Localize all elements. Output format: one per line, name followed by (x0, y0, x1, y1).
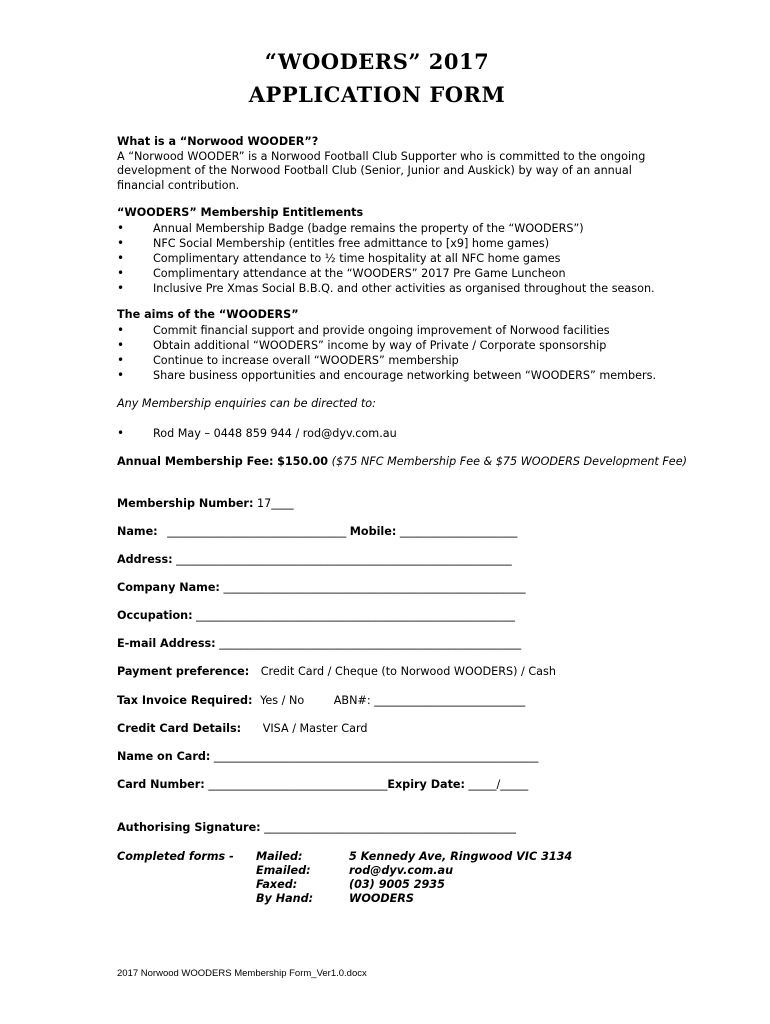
card-number-field[interactable]: ________________________________ (208, 778, 388, 791)
payment-row (117, 665, 556, 678)
document-footer: 2017 Norwood WOODERS Membership Form_Ver1.0.docx (117, 968, 367, 979)
address-field[interactable]: ____________________________________________________________ (176, 553, 512, 566)
form-subtitle: APPLICATION FORM (248, 82, 506, 107)
abn-label: ABN#: (333, 694, 371, 707)
list-item: • Continue to increase overall “WOODERS” membership (117, 353, 656, 368)
list-item: • Annual Membership Badge (badge remains the property of the “WOODERS”) (117, 221, 655, 236)
list-item: • Inclusive Pre Xmas Social B.B.Q. and other activities as organised throughout the season. (117, 281, 655, 296)
mobile-field[interactable]: _____________________ (399, 525, 518, 538)
tax-label: Tax Invoice Required: (117, 694, 253, 707)
method-label: By Hand: (256, 892, 314, 905)
occupation-field[interactable]: _________________________________________________________ (196, 609, 516, 622)
what-is-line: financial contribution. (117, 178, 240, 192)
mobile-label: Mobile: (349, 525, 397, 538)
name-on-card-row (117, 750, 538, 763)
what-is-section (117, 135, 645, 193)
method-value: rod@dyv.com.au (349, 864, 454, 877)
signature-label: Authorising Signature: (117, 821, 261, 834)
expiry-label: Expiry Date: (387, 778, 465, 791)
completed-forms-label: Completed forms - (117, 850, 234, 863)
method-value: (03) 9005 2935 (349, 878, 445, 891)
aims-list (117, 323, 656, 383)
contact-item: • Rod May – 0448 859 944 / rod@dyv.com.au (117, 426, 397, 441)
name-row (117, 525, 517, 538)
tax-options[interactable]: Yes / No (260, 694, 305, 707)
list-item: • Complimentary attendance to ½ time hospitality at all NFC home games (117, 251, 655, 266)
email-field[interactable]: ______________________________________________________ (219, 637, 522, 650)
entitlements-heading: “WOODERS” Membership Entitlements (117, 206, 364, 219)
credit-card-label: Credit Card Details: (117, 722, 242, 735)
name-on-card-field[interactable]: __________________________________________________________ (213, 750, 539, 763)
fee-amount: $150.00 (277, 455, 329, 468)
signature-row (117, 821, 516, 834)
entitlements-list (117, 221, 655, 296)
method-label: Mailed: (256, 850, 303, 863)
name-field[interactable]: ________________________________ (167, 525, 347, 538)
card-number-label: Card Number: (117, 778, 205, 791)
membership-number-field[interactable]: 17____ (257, 497, 294, 510)
fee-label: Annual Membership Fee: (117, 455, 274, 468)
list-item: • Commit financial support and provide ongoing improvement of Norwood facilities (117, 323, 656, 338)
aims-heading: The aims of the “WOODERS” (117, 308, 299, 321)
occupation-row (117, 609, 515, 622)
method-label: Faxed: (256, 878, 298, 891)
form-title: “WOODERS” 2017 (264, 49, 490, 74)
list-item: • Obtain additional “WOODERS” income by way of Private / Corporate sponsorship (117, 338, 656, 353)
abn-field[interactable]: ___________________________ (374, 694, 526, 707)
method-value: 5 Kennedy Ave, Ringwood VIC 3134 (349, 850, 573, 863)
membership-number-label: Membership Number: (117, 497, 254, 510)
occupation-label: Occupation: (117, 609, 193, 622)
address-row (117, 553, 512, 566)
address-label: Address: (117, 553, 173, 566)
tax-row (117, 694, 525, 707)
name-on-card-label: Name on Card: (117, 750, 211, 763)
list-item: • Share business opportunities and encourage networking between “WOODERS” members. (117, 368, 656, 383)
company-row (117, 581, 526, 594)
fee-row (117, 455, 687, 468)
membership-number-row (117, 497, 294, 510)
name-label: Name: (117, 525, 158, 538)
email-label: E-mail Address: (117, 637, 216, 650)
what-is-heading: What is a “Norwood WOODER”? (117, 135, 319, 148)
list-item: • Complimentary attendance at the “WOODERS” 2017 Pre Game Luncheon (117, 266, 655, 281)
company-field[interactable]: ______________________________________________________ (223, 581, 526, 594)
contact-list (117, 426, 397, 441)
method-value: WOODERS (349, 892, 414, 905)
credit-card-row (117, 722, 367, 735)
what-is-line: A “Norwood WOODER” is a Norwood Football Club Supporter who is committed to the ongoing (117, 149, 646, 163)
payment-label: Payment preference: (117, 665, 250, 678)
method-label: Emailed: (256, 864, 311, 877)
payment-options[interactable]: Credit Card / Cheque (to Norwood WOODERS) / Cash (260, 665, 556, 678)
credit-card-options[interactable]: VISA / Master Card (262, 722, 368, 735)
fee-detail: ($75 NFC Membership Fee & $75 WOODERS Development Fee) (331, 455, 687, 468)
email-row (117, 637, 521, 650)
card-number-row (117, 778, 528, 791)
signature-field[interactable]: _____________________________________________ (264, 821, 516, 834)
enquiries-text: Any Membership enquiries can be directed to: (117, 397, 376, 410)
what-is-line: development of the Norwood Football Club (Senior, Junior and Auskick) by way of an annual (117, 164, 632, 177)
company-label: Company Name: (117, 581, 220, 594)
completed-values (349, 850, 572, 906)
list-item: • NFC Social Membership (entitles free admittance to [x9] home games) (117, 236, 655, 251)
expiry-field[interactable]: _____/_____ (468, 778, 529, 791)
completed-methods (256, 850, 313, 906)
